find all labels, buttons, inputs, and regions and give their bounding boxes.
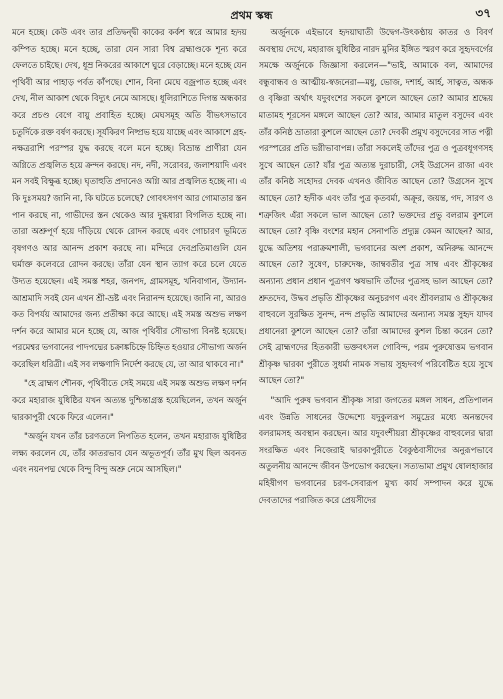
paragraph: "আদি পুরুষ ভগবান শ্রীকৃষ্ণ সারা জগতের মঙ্গল সাধন, প্রতিপালন এবং উন্নতি সাধনের উদ্দেশ্যে যদুকুলরূপ সমুদ্রের মধ্যে অনন্তদেব বলরামসহ অবস্থান করছেন। আর যদুবংশীয়রা শ্রীকৃষ্ণের বাহুবলের দ্বারা সংরক্ষিত এবং নিজেরাই দ্বারকাপুরীতে বৈকুণ্ঠবাসীদের অনুরূপভাবে অতুলনীয় আনন্দে জীবন উপভোগ করছেন। সত্যভামা প্রমুখ ষোলহাজার মহিষীগণ ভগবানের চরণ-সেবারূপ মুখ্য কার্য সম্পাদন করে যুদ্ধে দেবতাদের পরাজিত করে প্রেয়সীদের <box>258 395 493 505</box>
page-header <box>10 4 493 22</box>
paragraph: "হে ব্রাহ্মণ শৌনক, পৃথিবীতে সেই সময়ে এই সমস্ত অশুভ লক্ষণ দর্শন করে মহারাজ যুধিষ্ঠির যখন অত্যন্ত দুশ্চিন্তাগ্রস্ত হয়েছিলেন, তখন অর্জুন দ্বারকাপুরী থেকে ফিরে এলেন।" <box>12 378 247 422</box>
page-number: ৩৭ <box>475 6 491 20</box>
right-column <box>259 24 494 693</box>
text-columns <box>12 24 493 693</box>
paragraph: মনে হচ্ছে। কেউ এবং তার প্রতিদ্বন্দ্বী কাকের কর্কশ স্বরে আমার হৃদয় কম্পিত হচ্ছে। মনে হচ্ছে, তারা যেন সারা বিশ্ব ব্রহ্মাণ্ডকে শূন্য করে ফেলতে চাইছে। দেখ, ধূম্র নিকরের আকাশে ঘুরে বেড়াচ্ছে। মনে হচ্ছে যেন পৃথিবী আর পাহাড় পর্বত কাঁপছে। শোন, বিনা মেঘে বজ্রপাত হচ্ছে এবং দেখ, নীল আকাশ থেকে বিদ্যুৎ নেমে আসছে। ধূলিরাশিতে দিগন্ত অন্ধকার করে প্রচণ্ড বেগে বায়ু প্রবাহিত হচ্ছে। মেঘসমূহ অতি বীভৎসভাবে চতুর্দিকে রক্ত বর্ষণ করছে। সূর্যকিরণ নিষ্প্রভ হয়ে যাচ্ছে এবং আকাশে গ্রহ-নক্ষত্ররাশি পরস্পর যুদ্ধ করছে বলে মনে হচ্ছে। বিভ্রান্ত প্রাণীরা যেন অগ্নিতে প্রজ্বলিত হয়ে ক্রন্দন করছে। নদ, নদী, সরোবর, জলাশয়াদি এবং মন সবই বিক্ষুব্ধ হচ্ছে। ঘৃতাহুতি প্রদানেও অগ্নি আর প্রজ্বলিত হচ্ছে না। এ কি দুঃসময়? জানি না, কি ঘটতে চলেছে? গোবৎসগণ আর গোমাতার স্তন পান করছে না, গাভীদের স্তন থেকেও আর দুগ্ধধারা বিগলিত হচ্ছে না। তারা অশ্রুপূর্ণ হয়ে দাঁড়িয়ে থেকে রোদন করছে এবং গোচারণ ভূমিতে বৃষগণও আর আনন্দ প্রকাশ করছে না। মন্দিরে দেবপ্রতিমাগুলি যেন ঘর্মাক্ত কলেবরে রোদন করছে। তাঁরা যেন স্থান ত্যাগ করে চলে যেতে উদ্যত হয়েছেন। এই সমস্ত শহর, জনপদ, গ্রামসমূহ, খনিবাগান, উদ্যান-আশ্রমাদি সবই যেন এখন শ্রী-ভ্রষ্ট এবং নিরানন্দ হয়েছে। জানি না, আরও কত বিপর্যয় আমাদের জন্য প্রতীক্ষা করে আছে। এই সমস্ত অশুভ লক্ষণ দর্শন করে আমার মনে হচ্ছে যে, আজ পৃথিবীর সৌভাগ্য বিনষ্ট হয়েছে। পরমেশ্বর ভগবানের পাদপদ্মের চক্রাঙ্কচিহ্নে চিহ্নিত হওয়ার সৌভাগ্য অর্জন করেছিল ধরিত্রী। এই সব লক্ষণাদি নির্দেশ করছে যে, তা আর থাকবে না।" <box>12 27 247 369</box>
running-title: প্রথম স্কন্ধ <box>230 9 273 22</box>
left-column <box>12 24 247 693</box>
paragraph: "অর্জুন যখন তাঁর চরণতলে নিপতিত হলেন, তখন মহারাজ যুধিষ্ঠির লক্ষ্য করলেন যে, তাঁর কাতরভাব যেন অভূতপূর্ব। তাঁর মুখ ছিল অবনত এবং নয়নপদ্ম থেকে বিন্দু বিন্দু অশ্রু নেমে আসছিল।" <box>12 431 247 475</box>
paragraph: অর্জুনকে এইভাবে হৃদয়াঘাতী উদ্বেগ-উৎকণ্ঠায় কাতর ও বিবর্ণ অবস্থায় দেখে, মহারাজ যুধিষ্ঠির নারদ মুনির ইঙ্গিত স্মরণ করে সুহৃদবর্গের সমক্ষে অর্জুনকে জিজ্ঞাসা করলেন—"ভাই, আমাকে বল, আমাদের বন্ধুবান্ধব ও আত্মীয়-স্বজনেরা—মধু, ভোজ, দশার্হ, আর্হ, সাত্বত, অন্ধক ও বৃষ্ণিরা অর্থাৎ যদুবংশের সকলে কুশলে আছেন তো? আমার শ্রদ্ধেয় মাতামহ শূরসেন মঙ্গলে আছেন তো? আর, আমার মাতুল বসুদেব এবং তাঁর কনিষ্ঠ ভ্রাতারা কুশলে আছেন তো? দেবকী প্রমুখ বসুদেবের সাত পত্নী পরস্পরের প্রতি ভগ্নীভাবাপন্ন। তাঁরা সকলেই তাঁদের পুত্র ও পুত্রবধূগণসহ সুখে আছেন তো? যাঁর পুত্র অত্যন্ত দুরাচারী, সেই উগ্রসেন রাজা এবং তাঁর কনিষ্ঠ সহোদর দেবক এখনও জীবিত আছেন তো? উগ্রসেন সুখে আছেন তো? হৃদীক এবং তাঁর পুত্র কৃতবর্মা, অক্রূর, জয়ন্ত, গদ, সারণ ও শত্রুজিৎ এঁরা সকলে ভাল আছেন তো? ভক্তদের প্রভু বলরাম কুশলে আছেন তো? বৃষ্ণি বংশের মহান সেনাপতি প্রদ্যুম্ন কেমন আছেন? আর, যুদ্ধে অতিশয় পরাক্রমশালী, ভগবানের অংশ প্রকাশ, অনিরুদ্ধ আনন্দে আছেন তো? সুষেণ, চারুদেষ্ণ, জাম্ববতীর পুত্র সাম্ব এবং শ্রীকৃষ্ণের অন্যান্য প্রধান প্রধান পুত্রগণ ঋষভাদি তাঁদের পুত্রসহ ভাল আছেন তো? শ্রুতদেব, উদ্ধব প্রভৃতি শ্রীকৃষ্ণের অনুচরগণ এবং শ্রীবলরাম ও শ্রীকৃষ্ণের বাহুবলে সুরক্ষিত সুনন্দ, নন্দ প্রভৃতি আমাদের অন্যান্য সমস্ত সুহৃদ যাদব প্রধানেরা কুশলে আছেন তো? তাঁরা আমাদের কুশল চিন্তা করেন তো? সেই ব্রাহ্মণদের হিতকারী ভক্তবৎসল গোবিন্দ, পরম পুরুষোত্তম ভগবান শ্রীকৃষ্ণ দ্বারকা পুরীতে সুধর্মা নামক সভায় সুহৃদবর্গ পরিবেষ্টিত হয়ে সুখে আছেন তো?" <box>258 27 493 386</box>
